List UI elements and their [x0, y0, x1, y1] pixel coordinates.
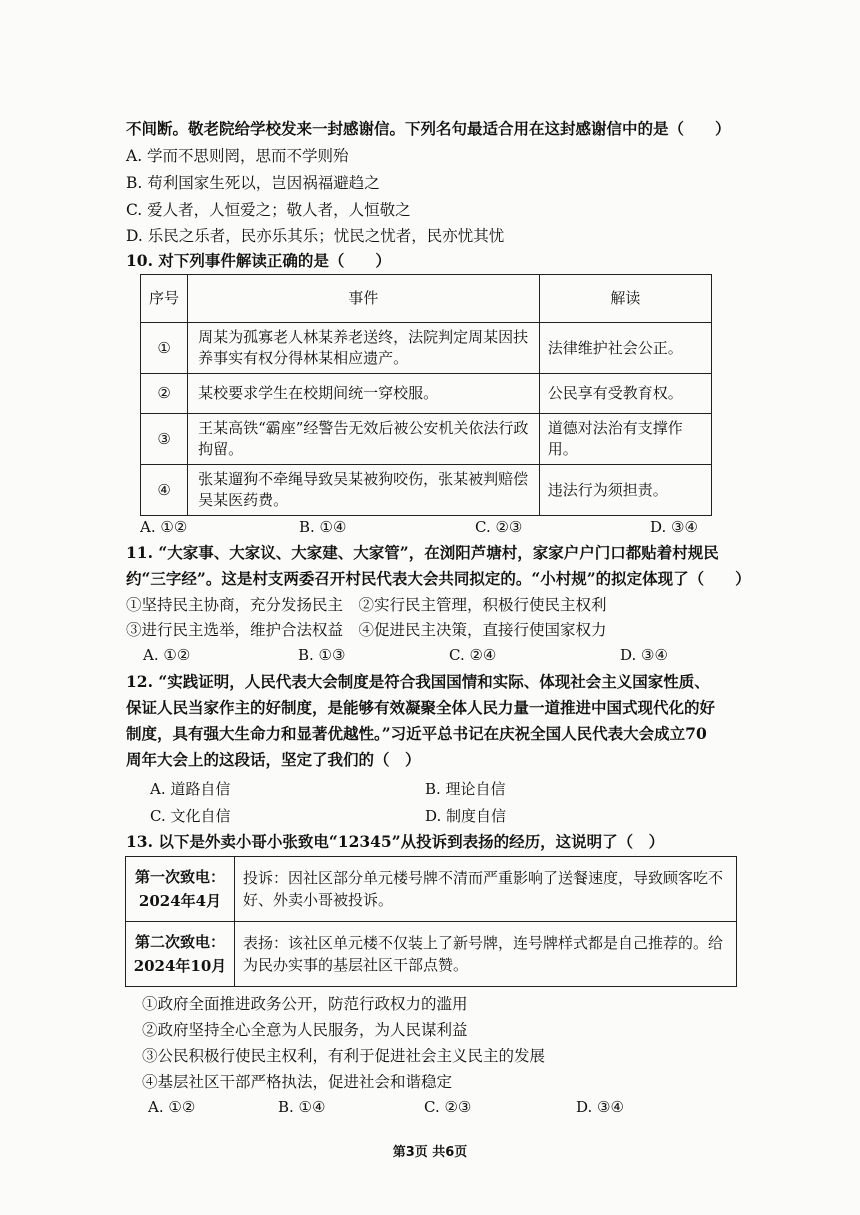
row-number: ③: [141, 414, 188, 465]
row-interpretation: 违法行为须担责。: [539, 465, 711, 516]
q10-stem: 10. 对下列事件解读正确的是（ ）: [126, 251, 391, 270]
table-row: [141, 323, 712, 374]
q9-stem: 不间断。敬老院给学校发来一封感谢信。下列名句最适合用在这封感谢信中的是（ ）: [126, 119, 731, 138]
table-row: [141, 465, 712, 516]
table-row: [141, 374, 712, 414]
q10-option-c: C. ②③: [475, 518, 523, 536]
row-interpretation: 公民享有受教育权。: [539, 374, 711, 414]
row-event: 张某遛狗不牵绳导致吴某被狗咬伤，张某被判赔偿吴某医药费。: [188, 465, 540, 516]
q13-option-a: A. ①②: [148, 1098, 196, 1116]
table-header-row: [141, 275, 712, 323]
q13-item-1: ①政府全面推进政务公开，防范行政权力的滥用: [142, 995, 468, 1013]
q13-item-3: ③公民积极行使民主权利，有利于促进社会主义民主的发展: [142, 1047, 546, 1065]
q13-item-4: ④基层社区干部严格执法，促进社会和谐稳定: [142, 1073, 453, 1091]
header-event: 事件: [188, 275, 540, 323]
q12-stem-line1: 12. “实践证明，人民代表大会制度是符合我国国情和实际、体现社会主义国家性质、: [126, 672, 710, 691]
call-content: 投诉：因社区部分单元楼号牌不清而严重影响了送餐速度，导致顾客吃不好、外卖小哥被投诉。: [235, 857, 737, 922]
q12-option-a: A. 道路自信: [150, 780, 231, 798]
q12-option-d: D. 制度自信: [425, 807, 507, 825]
header-number: 序号: [141, 275, 188, 323]
row-interpretation: 道德对法治有支撑作用。: [539, 414, 711, 465]
q10-table: [140, 274, 712, 516]
table-row: [126, 857, 737, 922]
q10-option-b: B. ①④: [299, 518, 347, 536]
q11-items-line2: ③进行民主选举，维护合法权益 ④促进民主决策，直接行使国家权力: [126, 621, 607, 639]
q11-stem-line2: 约“三字经”。这是村支两委召开村民代表大会共同拟定的。“小村规”的拟定体现了（ ）: [126, 569, 751, 588]
q13-option-d: D. ③④: [576, 1098, 624, 1116]
q10-option-d: D. ③④: [650, 518, 698, 536]
q11-option-b: B. ①③: [298, 646, 346, 664]
q12-stem-line3: 制度，具有强大生命力和显著优越性。”习近平总书记在庆祝全国人民代表大会成立70: [126, 724, 707, 743]
row-event: 王某高铁“霸座”经警告无效后被公安机关依法行政拘留。: [188, 414, 540, 465]
q13-table: [125, 856, 737, 987]
page-footer: 第3页 共6页: [392, 1145, 468, 1160]
q13-option-b: B. ①④: [278, 1098, 326, 1116]
row-number: ①: [141, 323, 188, 374]
q12-stem-line4: 周年大会上的这段话，坚定了我们的（ ）: [126, 750, 421, 769]
q11-option-c: C. ②④: [449, 646, 497, 664]
header-interpretation: 解读: [539, 275, 711, 323]
table-row: [126, 922, 737, 987]
q11-option-a: A. ①②: [143, 646, 191, 664]
call-label: [126, 922, 235, 987]
q9-option-b: B. 苟利国家生死以，岂因祸福避趋之: [126, 174, 380, 192]
q13-item-2: ②政府坚持全心全意为人民服务，为人民谋利益: [142, 1021, 468, 1039]
call-label-title: 第二次致电：: [134, 933, 225, 951]
q11-stem-line1: 11. “大家事、大家议、大家建、大家管”，在浏阳芦塘村，家家户户门口都贴着村规民: [126, 543, 719, 562]
q13-stem: 13. 以下是外卖小哥小张致电“12345”从投诉到表扬的经历，这说明了（ ）: [126, 832, 665, 851]
q10-option-a: A. ①②: [140, 518, 188, 536]
row-interpretation: 法律维护社会公正。: [539, 323, 711, 374]
call-label-date: 2024年10月: [133, 957, 227, 975]
call-label: [126, 857, 235, 922]
row-event: 某校要求学生在校期间统一穿校服。: [188, 374, 540, 414]
q9-option-d: D. 乐民之乐者，民亦乐其乐；忧民之忧者，民亦忧其忧: [126, 227, 505, 245]
q13-option-c: C. ②③: [424, 1098, 472, 1116]
q9-option-a: A. 学而不思则罔，思而不学则殆: [126, 147, 349, 165]
call-content: 表扬：该社区单元楼不仅装上了新号牌，连号牌样式都是自己推荐的。给为民办实事的基层社区干部点赞。: [235, 922, 737, 987]
q11-option-d: D. ③④: [620, 646, 668, 664]
q12-stem-line2: 保证人民当家作主的好制度，是能够有效凝聚全体人民力量一道推进中国式现代化的好: [126, 698, 716, 717]
q9-option-c: C. 爱人者，人恒爱之；敬人者，人恒敬之: [126, 201, 411, 219]
call-label-date: 2024年4月: [138, 892, 222, 910]
q11-items-line1: ①坚持民主协商，充分发扬民主 ②实行民主管理，积极行使民主权利: [126, 596, 607, 614]
row-number: ②: [141, 374, 188, 414]
q12-option-b: B. 理论自信: [425, 780, 506, 798]
table-row: [141, 414, 712, 465]
q12-option-c: C. 文化自信: [150, 807, 231, 825]
call-label-title: 第一次致电：: [134, 868, 225, 886]
row-number: ④: [141, 465, 188, 516]
row-event: 周某为孤寡老人林某养老送终，法院判定周某因扶养事实有权分得林某相应遗产。: [188, 323, 540, 374]
